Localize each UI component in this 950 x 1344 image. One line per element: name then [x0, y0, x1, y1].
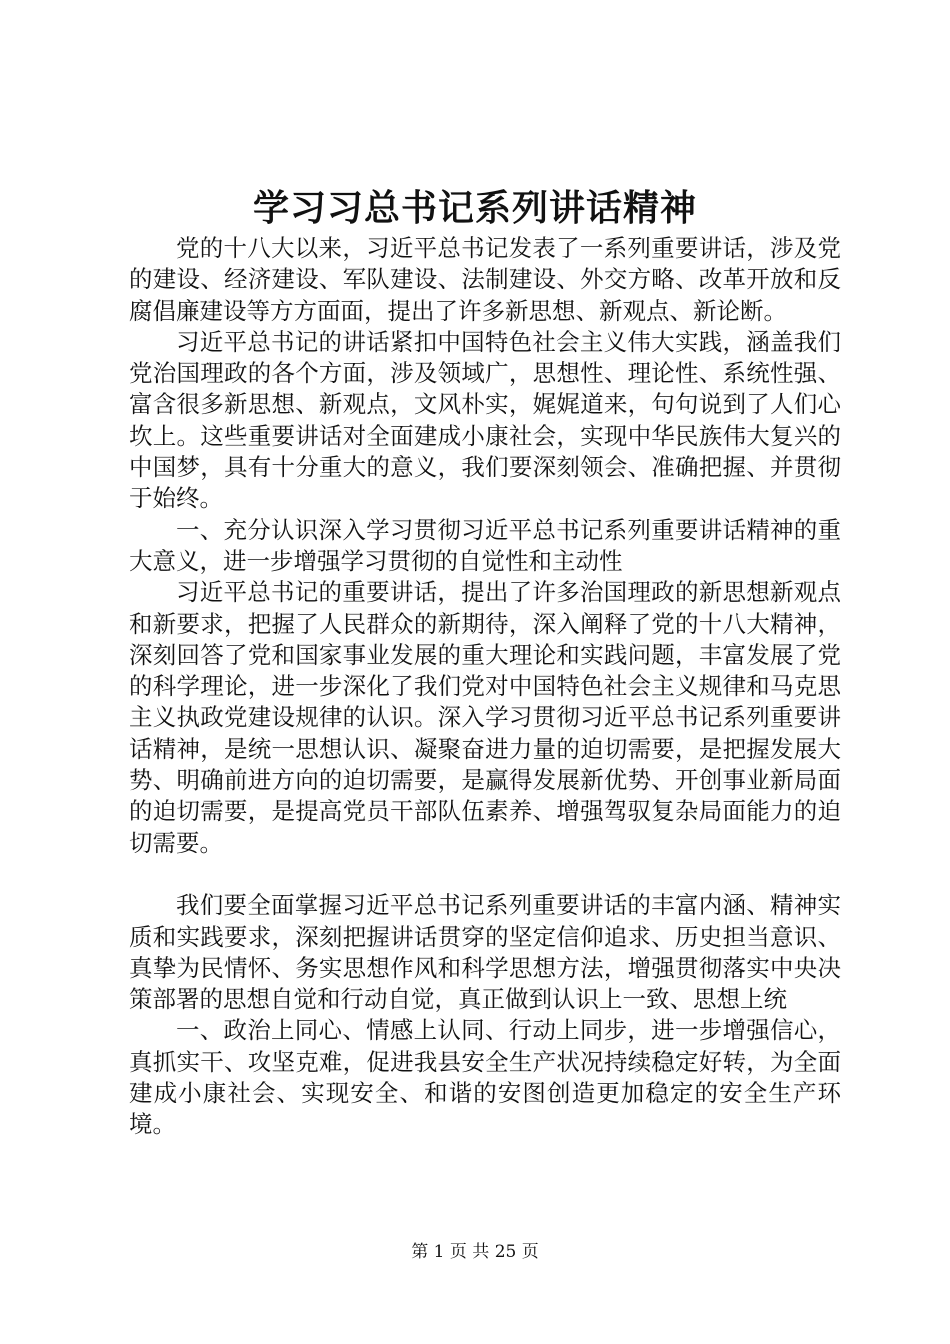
- section-heading-1: 一、充分认识深入学习贯彻习近平总书记系列重要讲话精神的重大意义，进一步增强学习贯彻的自觉性和主动性: [129, 515, 841, 575]
- document-title: 学习习总书记系列讲话精神: [252, 187, 697, 229]
- paragraph-significance: 习近平总书记的重要讲话，提出了许多治国理政的新思想新观点和新要求，把握了人民群众的新期待，深入阐释了党的十八大精神，深刻回答了党和国家事业发展的重大理论和实践问题，丰富发展了党的科学理论，进一步深化了我们党对中国特色社会主义规律和马克思主义执政党建设规律的认识。深入学习贯彻习近平总书记系列重要讲话精神，是统一思想认识、凝聚奋进力量的迫切需要，是把握发展大势、明确前进方向的迫切需要，是赢得发展新优势、开创事业新局面的迫切需要，是提高党员干部队伍素养、增强驾驭复杂局面能力的迫切需要。: [129, 578, 841, 857]
- paragraph-spacer: [129, 859, 841, 890]
- paragraph-intro: 党的十八大以来，习近平总书记发表了一系列重要讲话，涉及党的建设、经济建设、军队建设、法制建设、外交方略、改革开放和反腐倡廉建设等方方面面，提出了许多新思想、新观点、新论断。: [129, 234, 841, 325]
- section-heading-safety: 一、政治上同心、情感上认同、行动上同步，进一步增强信心，真抓实干、攻坚克难，促进我县安全生产状况持续稳定好转，为全面建成小康社会、实现安全、和谐的安图创造更加稳定的安全生产环境。: [129, 1016, 841, 1139]
- page-number-footer: 第 1 页 共 25 页: [411, 1242, 539, 1262]
- paragraph-requirements: 我们要全面掌握习近平总书记系列重要讲话的丰富内涵、精神实质和实践要求，深刻把握讲话贯穿的坚定信仰追求、历史担当意识、真挚为民情怀、务实思想作风和科学思想方法，增强贯彻落实中央决策部署的思想自觉和行动自觉，真正做到认识上一致、思想上统: [129, 891, 841, 1014]
- paragraph-speech-content: 习近平总书记的讲话紧扣中国特色社会主义伟大实践，涵盖我们党治国理政的各个方面，涉及领域广，思想性、理论性、系统性强、富含很多新思想、新观点，文风朴实，娓娓道来，句句说到了人们心坎上。这些重要讲话对全面建成小康社会，实现中华民族伟大复兴的中国梦，具有十分重大的意义，我们要深刻领会、准确把握、并贯彻于始终。: [129, 327, 841, 513]
- document-body: [129, 233, 841, 1141]
